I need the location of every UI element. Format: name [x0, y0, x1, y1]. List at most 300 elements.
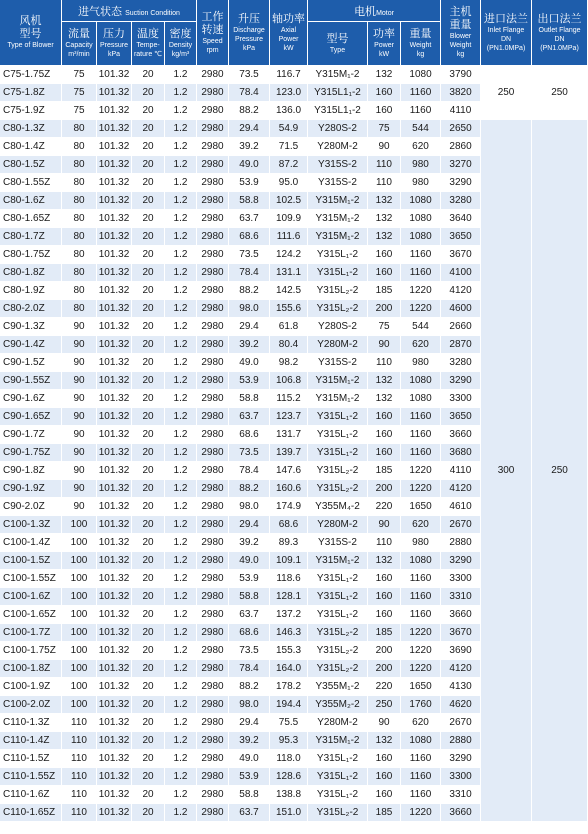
header-label-zh: 工作 — [201, 10, 224, 23]
header-blower-type — [0, 0, 62, 66]
cell-axial-power: 87.2 — [270, 156, 308, 174]
cell-capacity: 100 — [62, 516, 97, 534]
cell-pressure: 101.32 — [97, 264, 132, 282]
cell-motor-weight: 1650 — [401, 678, 441, 696]
cell-discharge-pressure: 53.9 — [229, 570, 270, 588]
cell-motor-weight: 1160 — [401, 408, 441, 426]
cell-motor-type: Y355M₂-2 — [308, 696, 368, 714]
cell-blower-weight: 4100 — [441, 264, 481, 282]
cell-axial-power: 146.3 — [270, 624, 308, 642]
cell-density: 1.2 — [165, 660, 197, 678]
cell-discharge-pressure: 29.4 — [229, 318, 270, 336]
cell-motor-weight: 544 — [401, 120, 441, 138]
cell-axial-power: 123.0 — [270, 84, 308, 102]
cell-pressure: 101.32 — [97, 426, 132, 444]
cell-speed: 2980 — [197, 786, 229, 804]
cell-blower-type: C80-1.4Z — [0, 138, 62, 156]
cell-pressure: 101.32 — [97, 714, 132, 732]
header-label-en: (PN1.0MPa) — [486, 44, 526, 52]
cell-temperature: 20 — [132, 372, 165, 390]
cell-blower-type: C110-1.4Z — [0, 732, 62, 750]
header-label-zh: 型号 — [19, 28, 42, 40]
cell-temperature: 20 — [132, 606, 165, 624]
cell-blower-type: C80-1.5Z — [0, 156, 62, 174]
cell-discharge-pressure: 29.4 — [229, 714, 270, 732]
header-unit: kg — [456, 51, 465, 58]
cell-capacity: 90 — [62, 426, 97, 444]
cell-discharge-pressure: 78.4 — [229, 264, 270, 282]
cell-capacity: 80 — [62, 300, 97, 318]
cell-density: 1.2 — [165, 318, 197, 336]
cell-speed: 2980 — [197, 588, 229, 606]
cell-capacity: 75 — [62, 66, 97, 84]
cell-motor-type: Y315L₁-2 — [308, 750, 368, 768]
cell-pressure: 101.32 — [97, 408, 132, 426]
cell-motor-type: Y315M₁-2 — [308, 372, 368, 390]
cell-speed: 2980 — [197, 408, 229, 426]
cell-pressure: 101.32 — [97, 138, 132, 156]
cell-motor-power: 160 — [368, 408, 401, 426]
cell-blower-type: C100-1.8Z — [0, 660, 62, 678]
cell-motor-type: Y315L₁-2 — [308, 570, 368, 588]
cell-pressure: 101.32 — [97, 156, 132, 174]
cell-pressure: 101.32 — [97, 498, 132, 516]
header-label-en: Pressure — [234, 35, 263, 43]
cell-axial-power: 124.2 — [270, 246, 308, 264]
cell-capacity: 100 — [62, 660, 97, 678]
cell-blower-weight: 3680 — [441, 444, 481, 462]
cell-motor-type: Y315M₁-2 — [308, 390, 368, 408]
cell-temperature: 20 — [132, 426, 165, 444]
cell-pressure: 101.32 — [97, 174, 132, 192]
cell-motor-type: Y280M-2 — [308, 516, 368, 534]
cell-pressure: 101.32 — [97, 570, 132, 588]
cell-density: 1.2 — [165, 372, 197, 390]
cell-discharge-pressure: 78.4 — [229, 84, 270, 102]
cell-motor-weight: 620 — [401, 714, 441, 732]
cell-motor-weight: 1760 — [401, 696, 441, 714]
cell-density: 1.2 — [165, 642, 197, 660]
cell-speed: 2980 — [197, 768, 229, 786]
cell-speed: 2980 — [197, 120, 229, 138]
cell-blower-weight: 2650 — [441, 120, 481, 138]
header-unit: kW — [283, 44, 294, 52]
cell-motor-weight: 1080 — [401, 552, 441, 570]
header-motor-power — [368, 22, 401, 66]
cell-blower-type: C90-1.3Z — [0, 318, 62, 336]
cell-blower-weight: 3650 — [441, 408, 481, 426]
cell-capacity: 110 — [62, 786, 97, 804]
cell-blower-type: C80-1.75Z — [0, 246, 62, 264]
cell-pressure: 101.32 — [97, 552, 132, 570]
cell-axial-power: 95.0 — [270, 174, 308, 192]
cell-pressure: 101.32 — [97, 318, 132, 336]
cell-density: 1.2 — [165, 246, 197, 264]
cell-motor-power: 160 — [368, 768, 401, 786]
cell-axial-power: 109.1 — [270, 552, 308, 570]
cell-capacity: 100 — [62, 588, 97, 606]
cell-speed: 2980 — [197, 228, 229, 246]
cell-motor-type: Y315L₁-2 — [308, 588, 368, 606]
header-label-zh: 转速 — [201, 23, 224, 36]
header-motor-weight — [401, 22, 441, 66]
cell-blower-type: C80-1.65Z — [0, 210, 62, 228]
header-pressure — [97, 22, 132, 66]
header-label-en: Capacity — [65, 42, 93, 49]
cell-pressure: 101.32 — [97, 66, 132, 84]
cell-motor-weight: 1650 — [401, 498, 441, 516]
cell-capacity: 110 — [62, 750, 97, 768]
cell-density: 1.2 — [165, 534, 197, 552]
cell-blower-weight: 3660 — [441, 606, 481, 624]
cell-axial-power: 138.8 — [270, 786, 308, 804]
cell-density: 1.2 — [165, 84, 197, 102]
cell-density: 1.2 — [165, 210, 197, 228]
cell-discharge-pressure: 53.9 — [229, 372, 270, 390]
cell-motor-weight: 980 — [401, 534, 441, 552]
cell-pressure: 101.32 — [97, 732, 132, 750]
cell-discharge-pressure: 73.5 — [229, 66, 270, 84]
header-label-en: Weight — [449, 42, 472, 49]
cell-motor-power: 90 — [368, 516, 401, 534]
cell-blower-type: C100-1.75Z — [0, 642, 62, 660]
cell-pressure: 101.32 — [97, 210, 132, 228]
cell-discharge-pressure: 88.2 — [229, 102, 270, 120]
cell-capacity: 80 — [62, 120, 97, 138]
cell-axial-power: 178.2 — [270, 678, 308, 696]
header-label-zh: 流量 — [68, 28, 90, 40]
cell-motor-type: Y315M₁-2 — [308, 552, 368, 570]
cell-temperature: 20 — [132, 732, 165, 750]
cell-blower-type: C75-1.9Z — [0, 102, 62, 120]
cell-temperature: 20 — [132, 642, 165, 660]
cell-temperature: 20 — [132, 354, 165, 372]
cell-motor-type: Y315M₁-2 — [308, 192, 368, 210]
cell-pressure: 101.32 — [97, 462, 132, 480]
cell-motor-weight: 1160 — [401, 786, 441, 804]
cell-discharge-pressure: 58.8 — [229, 588, 270, 606]
cell-capacity: 80 — [62, 138, 97, 156]
cell-motor-weight: 1160 — [401, 588, 441, 606]
cell-motor-power: 160 — [368, 750, 401, 768]
cell-axial-power: 102.5 — [270, 192, 308, 210]
cell-discharge-pressure: 68.6 — [229, 228, 270, 246]
cell-blower-weight: 3660 — [441, 426, 481, 444]
cell-temperature: 20 — [132, 66, 165, 84]
cell-axial-power: 194.4 — [270, 696, 308, 714]
cell-motor-power: 110 — [368, 174, 401, 192]
cell-pressure: 101.32 — [97, 588, 132, 606]
cell-pressure: 101.32 — [97, 84, 132, 102]
cell-axial-power: 139.7 — [270, 444, 308, 462]
cell-blower-type: C80-1.7Z — [0, 228, 62, 246]
cell-motor-power: 160 — [368, 84, 401, 102]
cell-axial-power: 115.2 — [270, 390, 308, 408]
cell-blower-weight: 3290 — [441, 552, 481, 570]
cell-blower-type: C75-1.8Z — [0, 84, 62, 102]
cell-speed: 2980 — [197, 174, 229, 192]
cell-motor-weight: 1220 — [401, 804, 441, 822]
cell-blower-weight: 2670 — [441, 714, 481, 732]
cell-axial-power: 123.7 — [270, 408, 308, 426]
cell-discharge-pressure: 73.5 — [229, 246, 270, 264]
cell-temperature: 20 — [132, 462, 165, 480]
cell-discharge-pressure: 98.0 — [229, 300, 270, 318]
cell-discharge-pressure: 53.9 — [229, 174, 270, 192]
cell-motor-weight: 1160 — [401, 606, 441, 624]
cell-pressure: 101.32 — [97, 192, 132, 210]
cell-discharge-pressure: 49.0 — [229, 750, 270, 768]
header-label-en: Type — [329, 46, 346, 54]
cell-discharge-pressure: 49.0 — [229, 156, 270, 174]
cell-motor-power: 160 — [368, 246, 401, 264]
header-unit: kg — [416, 51, 425, 58]
cell-speed: 2980 — [197, 642, 229, 660]
cell-pressure: 101.32 — [97, 444, 132, 462]
cell-discharge-pressure: 53.9 — [229, 768, 270, 786]
cell-motor-type: Y315L₁-2 — [308, 408, 368, 426]
cell-temperature: 20 — [132, 498, 165, 516]
cell-blower-weight: 4120 — [441, 480, 481, 498]
cell-blower-type: C80-2.0Z — [0, 300, 62, 318]
header-axial-power — [270, 0, 308, 66]
cell-pressure: 101.32 — [97, 390, 132, 408]
cell-motor-type: Y315M₁-2 — [308, 228, 368, 246]
cell-speed: 2980 — [197, 480, 229, 498]
cell-discharge-pressure: 78.4 — [229, 462, 270, 480]
cell-temperature: 20 — [132, 192, 165, 210]
cell-motor-power: 200 — [368, 480, 401, 498]
header-label-en: Suction Condition — [125, 9, 180, 17]
cell-blower-weight: 3280 — [441, 354, 481, 372]
cell-motor-type: Y315M₁-2 — [308, 210, 368, 228]
cell-motor-weight: 1160 — [401, 444, 441, 462]
cell-blower-weight: 4610 — [441, 498, 481, 516]
cell-temperature: 20 — [132, 264, 165, 282]
cell-motor-power: 132 — [368, 732, 401, 750]
cell-blower-weight: 2670 — [441, 516, 481, 534]
cell-motor-power: 160 — [368, 444, 401, 462]
cell-motor-power: 160 — [368, 786, 401, 804]
cell-temperature: 20 — [132, 588, 165, 606]
cell-motor-power: 185 — [368, 462, 401, 480]
cell-discharge-pressure: 88.2 — [229, 480, 270, 498]
cell-temperature: 20 — [132, 102, 165, 120]
cell-temperature: 20 — [132, 804, 165, 822]
cell-discharge-pressure: 98.0 — [229, 696, 270, 714]
cell-axial-power: 118.0 — [270, 750, 308, 768]
cell-blower-weight: 3290 — [441, 174, 481, 192]
cell-motor-power: 132 — [368, 192, 401, 210]
cell-speed: 2980 — [197, 732, 229, 750]
cell-motor-weight: 1160 — [401, 102, 441, 120]
cell-speed: 2980 — [197, 210, 229, 228]
cell-temperature: 20 — [132, 624, 165, 642]
header-motor — [308, 0, 441, 22]
cell-motor-type: Y355M₁-2 — [308, 678, 368, 696]
cell-speed: 2980 — [197, 156, 229, 174]
cell-motor-weight: 1080 — [401, 228, 441, 246]
cell-axial-power: 151.0 — [270, 804, 308, 822]
cell-blower-type: C100-1.6Z — [0, 588, 62, 606]
cell-capacity: 100 — [62, 570, 97, 588]
cell-motor-power: 90 — [368, 336, 401, 354]
header-label-zh: 轴功率 — [272, 12, 305, 25]
cell-density: 1.2 — [165, 174, 197, 192]
header-label-zh: 重量 — [409, 28, 432, 40]
cell-motor-type: Y280S-2 — [308, 120, 368, 138]
cell-blower-type: C100-1.5Z — [0, 552, 62, 570]
cell-discharge-pressure: 63.7 — [229, 210, 270, 228]
header-inlet-flange — [481, 0, 532, 66]
cell-speed: 2980 — [197, 606, 229, 624]
cell-motor-weight: 1220 — [401, 642, 441, 660]
cell-blower-weight: 3670 — [441, 624, 481, 642]
cell-capacity: 100 — [62, 696, 97, 714]
cell-density: 1.2 — [165, 624, 197, 642]
cell-motor-weight: 1220 — [401, 300, 441, 318]
header-label-en: Outlet Flange — [538, 26, 581, 34]
cell-axial-power: 155.3 — [270, 642, 308, 660]
cell-pressure: 101.32 — [97, 660, 132, 678]
cell-blower-weight: 3660 — [441, 804, 481, 822]
cell-motor-weight: 1220 — [401, 624, 441, 642]
cell-blower-type: C90-1.65Z — [0, 408, 62, 426]
header-label-en: DN — [554, 35, 565, 43]
cell-discharge-pressure: 49.0 — [229, 354, 270, 372]
cell-pressure: 101.32 — [97, 102, 132, 120]
cell-motor-type: Y315S-2 — [308, 156, 368, 174]
cell-blower-weight: 4120 — [441, 282, 481, 300]
cell-motor-power: 200 — [368, 660, 401, 678]
cell-discharge-pressure: 73.5 — [229, 642, 270, 660]
cell-blower-type: C100-1.65Z — [0, 606, 62, 624]
cell-motor-type: Y315L₁-2 — [308, 426, 368, 444]
cell-density: 1.2 — [165, 678, 197, 696]
cell-pressure: 101.32 — [97, 786, 132, 804]
cell-inlet-flange: 250 — [481, 66, 532, 120]
cell-blower-weight: 4110 — [441, 462, 481, 480]
table-header — [0, 0, 588, 66]
cell-speed: 2980 — [197, 462, 229, 480]
cell-motor-power: 90 — [368, 714, 401, 732]
cell-blower-weight: 4620 — [441, 696, 481, 714]
cell-motor-weight: 1080 — [401, 390, 441, 408]
cell-blower-type: C80-1.8Z — [0, 264, 62, 282]
cell-blower-type: C110-1.6Z — [0, 786, 62, 804]
cell-capacity: 80 — [62, 264, 97, 282]
cell-capacity: 80 — [62, 246, 97, 264]
cell-capacity: 110 — [62, 768, 97, 786]
cell-temperature: 20 — [132, 552, 165, 570]
cell-density: 1.2 — [165, 120, 197, 138]
cell-blower-weight: 3280 — [441, 192, 481, 210]
cell-blower-type: C90-1.7Z — [0, 426, 62, 444]
cell-speed: 2980 — [197, 372, 229, 390]
cell-motor-type: Y315L1₁-2 — [308, 84, 368, 102]
cell-temperature: 20 — [132, 318, 165, 336]
cell-temperature: 20 — [132, 786, 165, 804]
header-capacity — [62, 22, 97, 66]
cell-blower-weight: 2660 — [441, 318, 481, 336]
cell-density: 1.2 — [165, 804, 197, 822]
cell-density: 1.2 — [165, 390, 197, 408]
cell-blower-weight: 2860 — [441, 138, 481, 156]
cell-temperature: 20 — [132, 570, 165, 588]
cell-pressure: 101.32 — [97, 282, 132, 300]
cell-blower-weight: 3690 — [441, 642, 481, 660]
cell-capacity: 80 — [62, 174, 97, 192]
cell-discharge-pressure: 63.7 — [229, 606, 270, 624]
cell-motor-type: Y355M₄-2 — [308, 498, 368, 516]
cell-temperature: 20 — [132, 480, 165, 498]
cell-outlet-flange: 250 — [532, 120, 588, 822]
cell-density: 1.2 — [165, 156, 197, 174]
cell-motor-power: 185 — [368, 282, 401, 300]
cell-axial-power: 71.5 — [270, 138, 308, 156]
cell-speed: 2980 — [197, 66, 229, 84]
cell-discharge-pressure: 58.8 — [229, 192, 270, 210]
cell-motor-power: 220 — [368, 498, 401, 516]
header-unit: rpm — [206, 46, 219, 54]
cell-temperature: 20 — [132, 336, 165, 354]
cell-motor-type: Y315L₁-2 — [308, 606, 368, 624]
cell-blower-weight: 3300 — [441, 390, 481, 408]
header-label-en: Density — [168, 42, 193, 49]
cell-pressure: 101.32 — [97, 480, 132, 498]
cell-capacity: 80 — [62, 282, 97, 300]
cell-speed: 2980 — [197, 84, 229, 102]
cell-speed: 2980 — [197, 570, 229, 588]
cell-axial-power: 131.1 — [270, 264, 308, 282]
header-label-en: Power — [374, 42, 394, 49]
cell-temperature: 20 — [132, 750, 165, 768]
cell-speed: 2980 — [197, 516, 229, 534]
header-label-zh: 升压 — [238, 12, 260, 25]
cell-temperature: 20 — [132, 696, 165, 714]
cell-temperature: 20 — [132, 408, 165, 426]
header-label-zh: 功率 — [373, 28, 395, 40]
cell-blower-weight: 4120 — [441, 660, 481, 678]
cell-temperature: 20 — [132, 246, 165, 264]
header-label-en: Speed — [202, 37, 223, 45]
cell-capacity: 80 — [62, 210, 97, 228]
cell-speed: 2980 — [197, 300, 229, 318]
cell-discharge-pressure: 39.2 — [229, 138, 270, 156]
cell-motor-weight: 1160 — [401, 768, 441, 786]
cell-pressure: 101.32 — [97, 120, 132, 138]
header-label-en: Power — [278, 35, 299, 43]
cell-motor-type: Y315L₂-2 — [308, 660, 368, 678]
cell-speed: 2980 — [197, 390, 229, 408]
cell-axial-power: 118.6 — [270, 570, 308, 588]
cell-pressure: 101.32 — [97, 678, 132, 696]
cell-density: 1.2 — [165, 552, 197, 570]
cell-discharge-pressure: 58.8 — [229, 786, 270, 804]
header-outlet-flange — [532, 0, 588, 66]
cell-pressure: 101.32 — [97, 696, 132, 714]
cell-pressure: 101.32 — [97, 354, 132, 372]
header-label-zh: 进气状态 — [78, 5, 123, 18]
cell-density: 1.2 — [165, 732, 197, 750]
cell-blower-type: C90-2.0Z — [0, 498, 62, 516]
header-label-zh: 温度 — [137, 28, 159, 40]
cell-axial-power: 136.0 — [270, 102, 308, 120]
cell-blower-weight: 4130 — [441, 678, 481, 696]
cell-motor-type: Y315L₁-2 — [308, 768, 368, 786]
cell-motor-weight: 620 — [401, 516, 441, 534]
cell-density: 1.2 — [165, 480, 197, 498]
